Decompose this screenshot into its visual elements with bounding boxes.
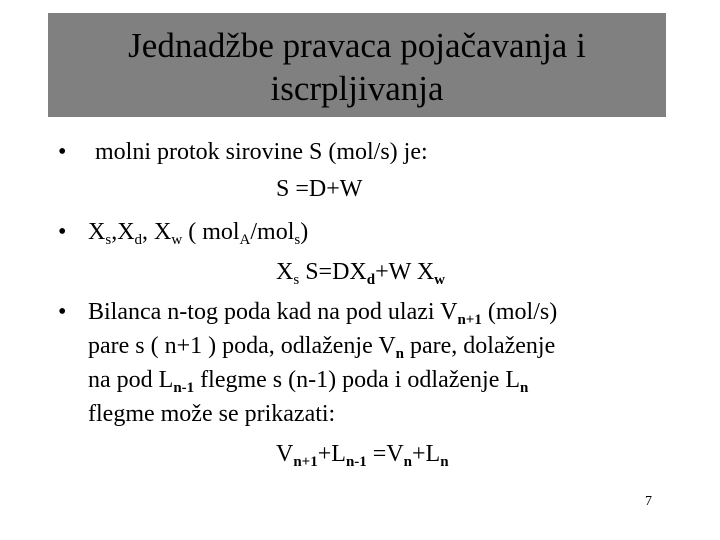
bullet-marker-2: • — [58, 219, 67, 245]
bullet-marker-3: • — [58, 299, 67, 325]
bullet-3-line-3: na pod $L_{n-1}$ flegme s (n-1) poda i odlaženje $L_n$ — [88, 367, 529, 396]
slide-title-line-1: Jednadžbe pravaca pojačavanja i — [128, 26, 586, 65]
equation-3: $V_{n+1}+L_{n-1} =V_n+L_n$ — [276, 441, 449, 470]
page-number: 7 — [645, 494, 652, 509]
equation-2: $X_s$ $S=DX_d+W$ $X_w$ — [276, 259, 446, 288]
bullet-2-text: $X_s,X_d$, $X_w$ ( mol$_A$/mol$_s$) — [88, 219, 309, 248]
bullet-marker-1: • — [58, 139, 67, 165]
slide-title-line-2: iscrpljivanja — [270, 69, 444, 108]
bullet-3-line-4: flegme može se prikazati: — [88, 401, 336, 427]
slide-title-box — [48, 13, 666, 117]
bullet-3-line-2: pare s ( n+1 ) poda, odlaženje $V_n$ pare, dolaženje — [88, 333, 556, 362]
bullet-3-line-1: Bilanca n-tog poda kad na pod ulazi $V_{n+1}$ (mol/s) — [88, 299, 558, 328]
equation-1: S =D+W — [276, 176, 363, 202]
bullet-1-text: molni protok sirovine S (mol/s) je: — [95, 139, 428, 165]
